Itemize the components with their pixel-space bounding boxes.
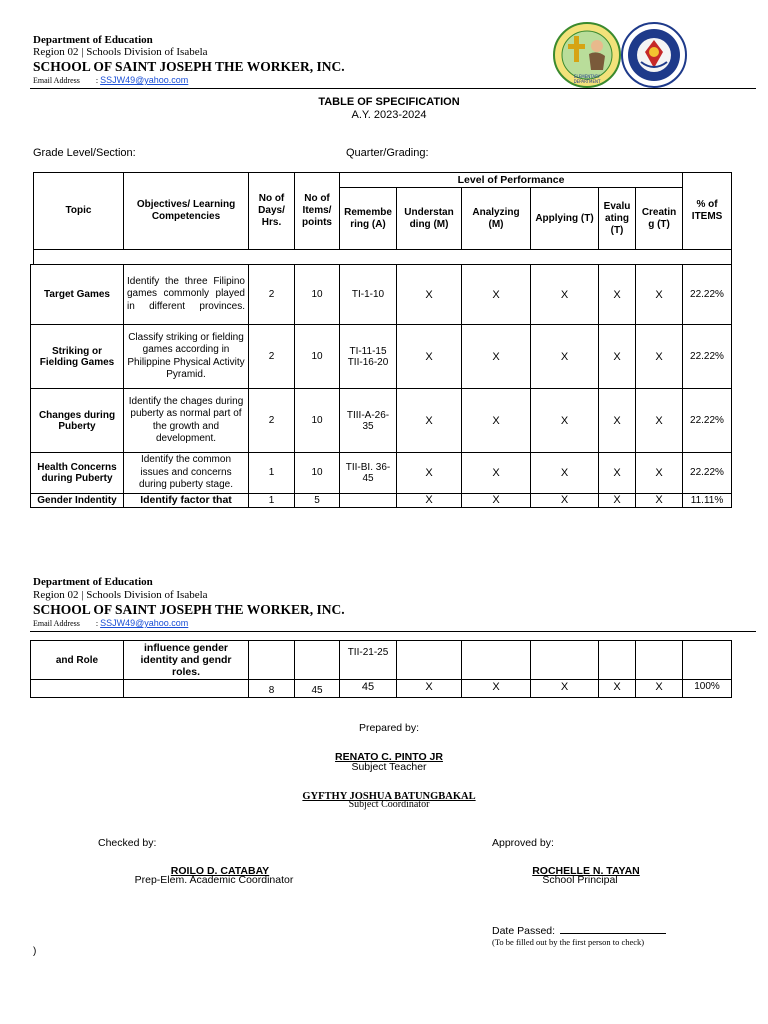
header-applying: Applying (T): [531, 188, 599, 250]
row-creating: X: [636, 453, 683, 494]
row-analyzing: [462, 641, 531, 680]
row-analyzing: X: [462, 493, 531, 507]
row-percent: 22.22%: [683, 389, 732, 453]
header-items: No of Items/ points: [295, 173, 340, 250]
row-understanding: X: [397, 453, 462, 494]
row-topic: Striking or Fielding Games: [31, 325, 124, 389]
checker-role: Prep-Elem. Academic Coordinator: [134, 874, 294, 886]
total-remembering: 45: [340, 680, 397, 698]
header-percent: % of ITEMS: [683, 173, 732, 250]
total-applying: X: [531, 680, 599, 698]
row-analyzing: X: [462, 389, 531, 453]
date-note: (To be filled out by the first person to check): [492, 937, 645, 947]
checked-by-label: Checked by:: [98, 837, 157, 849]
row-items: 10: [295, 325, 340, 389]
document-title: TABLE OF SPECIFICATION: [318, 96, 460, 108]
row-remembering: TI-1-10: [340, 265, 397, 325]
header-remembering: Remembe ring (A): [340, 188, 397, 250]
row-evaluating: [599, 641, 636, 680]
row-analyzing: X: [462, 325, 531, 389]
row-evaluating: X: [599, 493, 636, 507]
row-topic: Changes during Puberty: [31, 389, 124, 453]
total-percent: 100%: [683, 680, 732, 698]
header-evaluating: Evalu ating (T): [599, 188, 636, 250]
header-days: No of Days/ Hrs.: [249, 173, 295, 250]
row-items: 10: [295, 389, 340, 453]
row-days: 2: [249, 265, 295, 325]
row-applying: X: [531, 453, 599, 494]
email-label: Email Address: [33, 76, 80, 85]
row-creating: [636, 641, 683, 680]
row-objective: Classify striking or fielding games according in Philippine Physical Activity Pyramid.: [124, 325, 249, 389]
email-line-page2: [33, 618, 188, 628]
email-separator: :: [95, 619, 99, 628]
row-understanding: X: [397, 325, 462, 389]
table-row: [31, 265, 732, 325]
stray-character: ): [33, 946, 37, 957]
row-evaluating: X: [599, 325, 636, 389]
row-days: 2: [249, 325, 295, 389]
row-items: 5: [295, 493, 340, 507]
row-days: 2: [249, 389, 295, 453]
quarter-label: Quarter/Grading:: [346, 147, 429, 159]
row-days: [249, 641, 295, 680]
total-items: 45: [295, 680, 340, 698]
row-applying: X: [531, 325, 599, 389]
row-creating: X: [636, 493, 683, 507]
school-name-page2: SCHOOL OF SAINT JOSEPH THE WORKER, INC.: [33, 602, 345, 617]
total-evaluating: X: [599, 680, 636, 698]
spacer-cell: [34, 250, 732, 265]
row-topic: Gender Indentity: [31, 493, 124, 507]
header-creating: Creatin g (T): [636, 188, 683, 250]
table-row: [31, 389, 732, 453]
row-applying: X: [531, 265, 599, 325]
total-analyzing: X: [462, 680, 531, 698]
total-creating: X: [636, 680, 683, 698]
row-evaluating: X: [599, 265, 636, 325]
row-topic: Health Concerns during Puberty: [31, 453, 124, 494]
email-link[interactable]: SSJW49@yahoo.com: [100, 618, 189, 628]
academic-year: A.Y. 2023-2024: [351, 109, 427, 121]
row-days: 1: [249, 453, 295, 494]
department-name: Department of Education: [33, 34, 153, 46]
teacher-name: RENATO C. PINTO JR: [335, 751, 443, 763]
coordinator-name: GYFTHY JOSHUA BATUNGBAKAL: [302, 791, 476, 802]
prepared-by-label: Prepared by:: [358, 722, 420, 734]
table-row: [31, 493, 732, 507]
row-topic: and Role: [31, 641, 124, 680]
deped-seal-logo: [621, 22, 687, 88]
svg-text:ELEMENTARY: ELEMENTARY: [573, 74, 601, 79]
row-creating: X: [636, 325, 683, 389]
table-row: [31, 325, 732, 389]
row-understanding: X: [397, 389, 462, 453]
total-understanding: X: [397, 680, 462, 698]
region-line-page2: Region 02 | Schools Division of Isabela: [33, 589, 208, 601]
school-name: SCHOOL OF SAINT JOSEPH THE WORKER, INC.: [33, 59, 345, 74]
table-row: [31, 641, 732, 680]
header-level-of-performance: Level of Performance: [340, 173, 683, 188]
header-objectives: Objectives/ Learning Competencies: [124, 173, 249, 250]
row-percent: 22.22%: [683, 453, 732, 494]
header-analyzing: Analyzing (M): [462, 188, 531, 250]
row-remembering: [340, 493, 397, 507]
checker-name: ROILO D. CATABAY: [170, 865, 270, 877]
email-line: [33, 75, 188, 85]
email-separator: :: [95, 76, 99, 85]
teacher-role: Subject Teacher: [351, 761, 427, 773]
row-percent: 11.11%: [683, 493, 732, 507]
row-percent: 22.22%: [683, 265, 732, 325]
email-link[interactable]: SSJW49@yahoo.com: [100, 75, 189, 85]
row-days: 1: [249, 493, 295, 507]
row-items: [295, 641, 340, 680]
header-row-1: [34, 173, 732, 188]
approved-by-label: Approved by:: [492, 837, 554, 849]
total-objective: [124, 680, 249, 698]
row-topic: Target Games: [31, 265, 124, 325]
row-objective: Identify factor that: [124, 493, 249, 507]
specification-table-continued: [30, 640, 732, 698]
row-analyzing: X: [462, 453, 531, 494]
row-objective: influence gender identity and gendr roles.: [124, 641, 249, 680]
row-applying: X: [531, 493, 599, 507]
approver-name: ROCHELLE N. TAYAN: [532, 865, 640, 877]
header-understanding: Understan ding (M): [397, 188, 462, 250]
row-items: 10: [295, 453, 340, 494]
approver-role: School Principal: [542, 874, 618, 886]
specification-table-body: [30, 264, 732, 508]
row-remembering: TIII-A-26-35: [340, 389, 397, 453]
elementary-department-logo: [553, 22, 621, 88]
row-understanding: [397, 641, 462, 680]
spacer-row: [34, 250, 732, 265]
row-creating: X: [636, 265, 683, 325]
date-passed-line[interactable]: [560, 924, 666, 934]
grade-level-label: Grade Level/Section:: [33, 147, 136, 159]
email-label: Email Address: [33, 619, 80, 628]
date-passed: [492, 924, 666, 937]
row-creating: X: [636, 389, 683, 453]
header-topic: Topic: [34, 173, 124, 250]
row-analyzing: X: [462, 265, 531, 325]
row-items: 10: [295, 265, 340, 325]
row-understanding: X: [397, 493, 462, 507]
row-remembering: TII-BI. 36-45: [340, 453, 397, 494]
row-understanding: X: [397, 265, 462, 325]
row-objective: Identify the three Filipino games commonly played in different provinces.: [124, 265, 249, 325]
header-rule: [30, 88, 756, 89]
row-remembering: TII-21-25: [340, 641, 397, 680]
row-evaluating: X: [599, 453, 636, 494]
row-evaluating: X: [599, 389, 636, 453]
header-rule-page2: [30, 631, 756, 632]
row-percent: [683, 641, 732, 680]
row-applying: [531, 641, 599, 680]
row-objective: Identify the common issues and concerns during puberty stage.: [124, 453, 249, 494]
date-passed-label: Date Passed:: [492, 925, 556, 937]
svg-text:DEPARTMENT: DEPARTMENT: [573, 79, 601, 84]
coordinator-role: Subject Coordinator: [348, 799, 430, 810]
row-remembering: TI-11-15 TII-16-20: [340, 325, 397, 389]
department-name-page2: Department of Education: [33, 576, 153, 588]
region-line: Region 02 | Schools Division of Isabela: [33, 46, 208, 58]
table-row: [31, 453, 732, 494]
total-topic: [31, 680, 124, 698]
row-objective: Identify the chages during puberty as normal part of the growth and development.: [124, 389, 249, 453]
specification-table: [33, 172, 732, 265]
total-days: 8: [249, 680, 295, 698]
row-applying: X: [531, 389, 599, 453]
total-row: [31, 680, 732, 698]
row-percent: 22.22%: [683, 325, 732, 389]
